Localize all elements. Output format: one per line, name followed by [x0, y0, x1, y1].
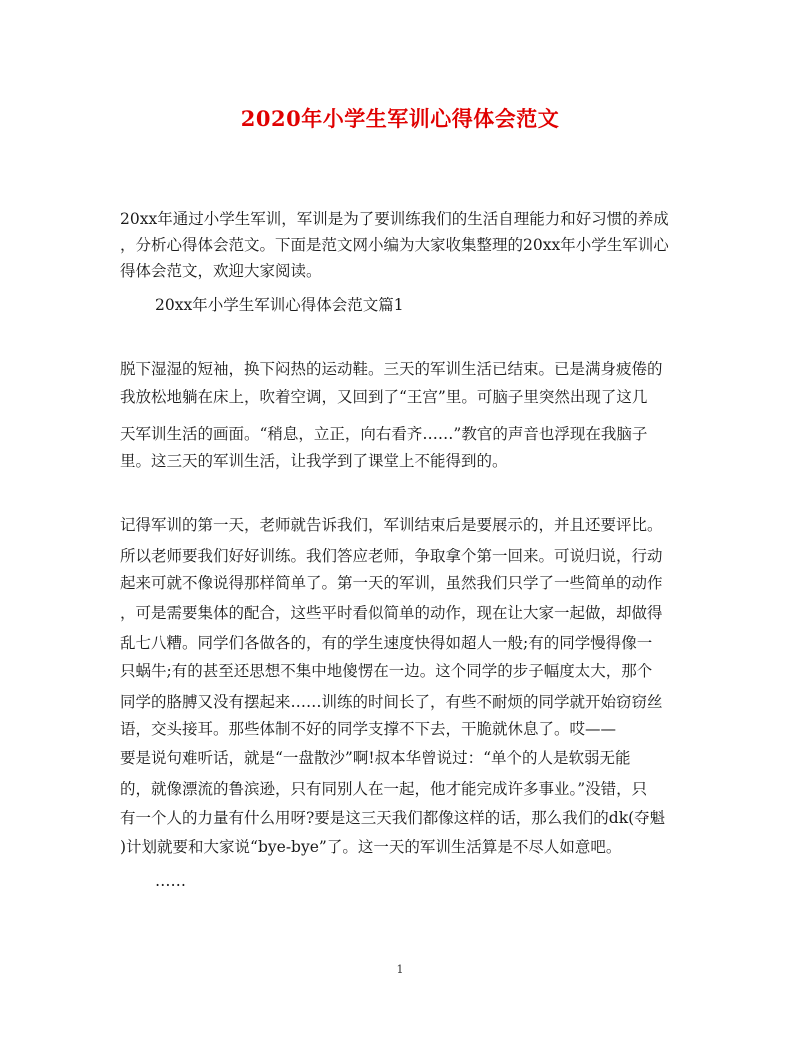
paragraph2-line-12: )计划就要和大家说“bye-bye”了。这一天的军训生活算是不尽人如意吧。	[120, 838, 622, 856]
paragraph1-line-1: 脱下湿湿的短袖，换下闷热的运动鞋。三天的军训生活已结束。已是满身疲倦的	[120, 360, 663, 378]
paragraph2-line-9: 要是说句难听话，就是“一盘散沙”啊!叔本华曾说过：“单个的人是软弱无能	[120, 749, 631, 767]
section-heading: 20xx年小学生军训心得体会范文篇1	[155, 296, 404, 314]
intro-line-1: 20xx年通过小学生军训，军训是为了要训练我们的生活自理能力和好习惯的养成	[120, 210, 669, 228]
paragraph2-line-6: 只蜗牛;有的甚至还思想不集中地傻愣在一边。这个同学的步子幅度太大，那个	[120, 662, 653, 680]
paragraph2-line-7: 同学的胳膊又没有摆起来……训练的时间长了，有些不耐烦的同学就开始窃窃丝	[120, 693, 663, 711]
paragraph2-line-2: 所以老师要我们好好训练。我们答应老师，争取拿个第一回来。可说归说，行动	[120, 547, 663, 565]
paragraph2-line-8: 语，交头接耳。那些体制不好的同学支撑不下去，干脆就休息了。哎——	[120, 720, 617, 738]
page-number: 1	[396, 963, 404, 976]
paragraph2-line-4: ，可是需要集体的配合，这些平时看似简单的动作，现在让大家一起做，却做得	[120, 604, 663, 622]
paragraph2-line-10: 的，就像漂流的鲁滨逊，只有同别人在一起，他才能完成许多事业。”没错，只	[120, 780, 648, 798]
paragraph2-line-5: 乱七八糟。同学们各做各的，有的学生速度快得如超人一般;有的同学慢得像一	[120, 634, 653, 652]
paragraph1-line-3: 天军训生活的画面。“稍息，立正，向右看齐……”教官的声音也浮现在我脑子	[120, 425, 648, 443]
paragraph2-line-3: 起来可就不像说得那样简单了。第一天的军训，虽然我们只学了一些简单的动作	[120, 574, 663, 592]
ellipsis: ……	[155, 872, 186, 890]
intro-line-3: 得体会范文，欢迎大家阅读。	[120, 262, 322, 280]
intro-line-2: ，分析心得体会范文。下面是范文网小编为大家收集整理的20xx年小学生军训心	[120, 236, 669, 254]
paragraph2-line-11: 有一个人的力量有什么用呀?要是这三天我们都像这样的话，那么我们的dk(夺魁	[120, 809, 666, 827]
paragraph2-line-1: 记得军训的第一天，老师就告诉我们，军训结束后是要展示的，并且还要评比。	[120, 516, 663, 534]
paragraph1-line-4: 里。这三天的军训生活，让我学到了课堂上不能得到的。	[120, 452, 508, 470]
paragraph1-line-2: 我放松地躺在床上，吹着空调，又回到了“王宫”里。可脑子里突然出现了这几	[120, 388, 648, 406]
document-title: 2020年小学生军训心得体会范文	[240, 106, 560, 131]
